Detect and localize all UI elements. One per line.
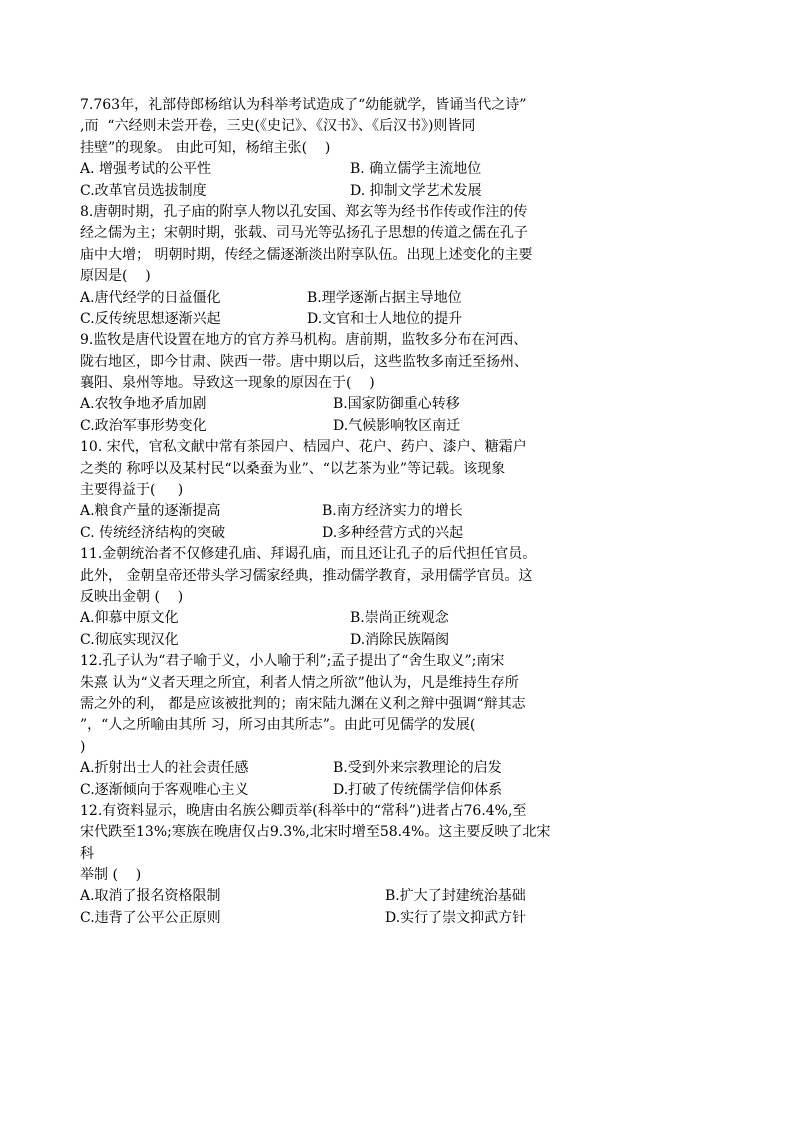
question-text-line: 朱熹 认为“义者天理之所宜，利者人情之所欲”他认为，凡是维持生存所 — [80, 674, 519, 691]
option-d: D.打破了传统儒学信仰体系 — [333, 781, 503, 798]
question-text-line: 12.孔子认为“君子喻于义，小人喻于利”;孟子提出了“舍生取义”;南宋 — [80, 653, 505, 670]
question-text-line: 7.763年，礼部侍郎杨绾认为科举考试造成了“幼能就学，皆诵当代之诗” — [80, 97, 527, 113]
option-d: D.气候影响牧区南迁 — [333, 417, 461, 434]
option-a: A.唐代经学的日益僵化 — [80, 289, 221, 306]
question-text-line: 陇右地区，即今甘肃、陕西一带。唐中期以后，这些监牧多南迁至扬州、 — [80, 353, 528, 370]
question-text-line: 举制 ( ) — [80, 867, 142, 884]
options-row — [80, 758, 640, 779]
options-row — [80, 608, 640, 629]
question-text-line: ”，“人之所喻由其所 习，所习由其所志”。由此可见儒学的发展( — [80, 717, 476, 734]
option-a: A.折射出士人的社会责任感 — [80, 760, 249, 777]
option-b: B.受到外来宗教理论的启发 — [333, 760, 502, 777]
option-a: A.粮食产量的逐渐提高 — [80, 503, 221, 520]
question-text-line: 此外， 金朝皇帝还带头学习儒家经典，推动儒学教育，录用儒学官员。这 — [80, 567, 533, 584]
question-text-line: 庙中大增； 明朝时期，传经之儒逐渐淡出附享队伍。出现上述变化的主要 — [80, 246, 533, 263]
option-b: B.扩大了封建统治基础 — [385, 888, 526, 905]
options-row — [80, 780, 640, 801]
option-c: C.反传统思想逐渐兴起 — [80, 310, 221, 327]
question-text-line: 宋代跌至13%;寒族在晚唐仅占9.3%,北宋时增至58.4%。这主要反映了北宋 — [80, 824, 551, 841]
question-10 — [80, 437, 640, 544]
option-b: B.国家防御重心转移 — [333, 396, 460, 413]
option-a: A.仰慕中原文化 — [80, 610, 179, 627]
option-c: C.违背了公平公正原则 — [80, 909, 221, 926]
question-text-line: 主要得益于( ) — [80, 482, 184, 499]
question-12-confucian — [80, 651, 640, 801]
option-b: B.理学逐渐占据主导地位 — [307, 289, 462, 306]
options-row — [80, 309, 640, 330]
options-row — [80, 394, 640, 415]
option-a: A.农牧争地矛盾加剧 — [80, 396, 207, 413]
question-text-line: 经之儒为主；宋朝时期，张载、司马光等弘扬孔子思想的传道之儒在孔子 — [80, 225, 528, 242]
question-text-line: 9.监牧是唐代设置在地方的官方养马机构。唐前期，监牧多分布在河西、 — [80, 332, 528, 349]
options-row — [80, 523, 640, 544]
question-text-line: 12.有资料显示，晚唐由名族公卿贡举(科举中的“常科”)进者占76.4%,至 — [80, 802, 527, 819]
option-b: B.南方经济实力的增长 — [322, 503, 463, 520]
question-text-line: 反映出金朝 ( ) — [80, 588, 184, 605]
question-text-line: ) — [80, 738, 86, 755]
options-row — [80, 416, 640, 437]
question-text-line: 襄阳、泉州等地。导致这一现象的原因在于( ) — [80, 375, 375, 392]
option-d: D.消除民族隔阂 — [350, 631, 450, 648]
option-c: C.彻底实现汉化 — [80, 631, 179, 648]
question-text-line: 10. 宋代，官私文献中常有茶园户、桔园户、花户、药户、漆户、糖霜户 — [80, 439, 527, 456]
option-c: C. 传统经济结构的突破 — [80, 524, 226, 541]
question-text-line: 11.金朝统治者不仅修建孔庙、拜谒孔庙，而且还让孔子的后代担任官员。 — [80, 546, 537, 563]
question-text-line: 之类的 称呼以及某村民“以桑蚕为业”、“以艺茶为业”等记载。该现象 — [80, 460, 506, 477]
document-body — [80, 95, 640, 929]
option-c: C.逐渐倾向于客观唯心主义 — [80, 781, 249, 798]
question-text-line: 科 — [80, 845, 94, 862]
option-b: B. 确立儒学主流地位 — [350, 161, 482, 178]
question-text-line: 原因是( ) — [80, 268, 151, 285]
option-b: B.崇尚正统观念 — [350, 610, 449, 627]
question-text-line: 需之外的利， 都是应该被批判的；南宋陆九渊在义利之辩中强调“辩其志 — [80, 695, 526, 712]
question-text-line: 8.唐朝时期，孔子庙的附享人物以孔安国、郑玄等为经书作传或作注的传 — [80, 203, 528, 220]
question-text-line: 挂壁”的现象。 由此可知，杨绾主张( ) — [80, 139, 331, 156]
options-row — [80, 908, 640, 929]
options-row — [80, 288, 640, 309]
question-7 — [80, 95, 640, 202]
question-9 — [80, 330, 640, 437]
question-8 — [80, 202, 640, 330]
question-text-line: ,而 “六经则未尝开卷，三史(《史记》、《汉书》、《后汉书》)则皆同 — [80, 118, 476, 135]
options-row — [80, 181, 640, 202]
option-a: A.取消了报名资格限制 — [80, 888, 221, 905]
option-c: C.政治军事形势变化 — [80, 417, 207, 434]
options-row — [80, 630, 640, 651]
option-d: D.多种经营方式的兴起 — [322, 524, 464, 541]
question-11 — [80, 544, 640, 651]
options-row — [80, 886, 640, 907]
option-d: D. 抑制文学艺术发展 — [350, 182, 482, 199]
question-12-keju — [80, 801, 640, 929]
option-c: C.改革官员选拔制度 — [80, 182, 207, 199]
option-a: A. 增强考试的公平性 — [80, 161, 212, 178]
option-d: D.实行了崇文抑武方针 — [385, 909, 527, 926]
option-d: D.文官和士人地位的提升 — [307, 310, 463, 327]
options-row — [80, 159, 640, 180]
options-row — [80, 501, 640, 522]
